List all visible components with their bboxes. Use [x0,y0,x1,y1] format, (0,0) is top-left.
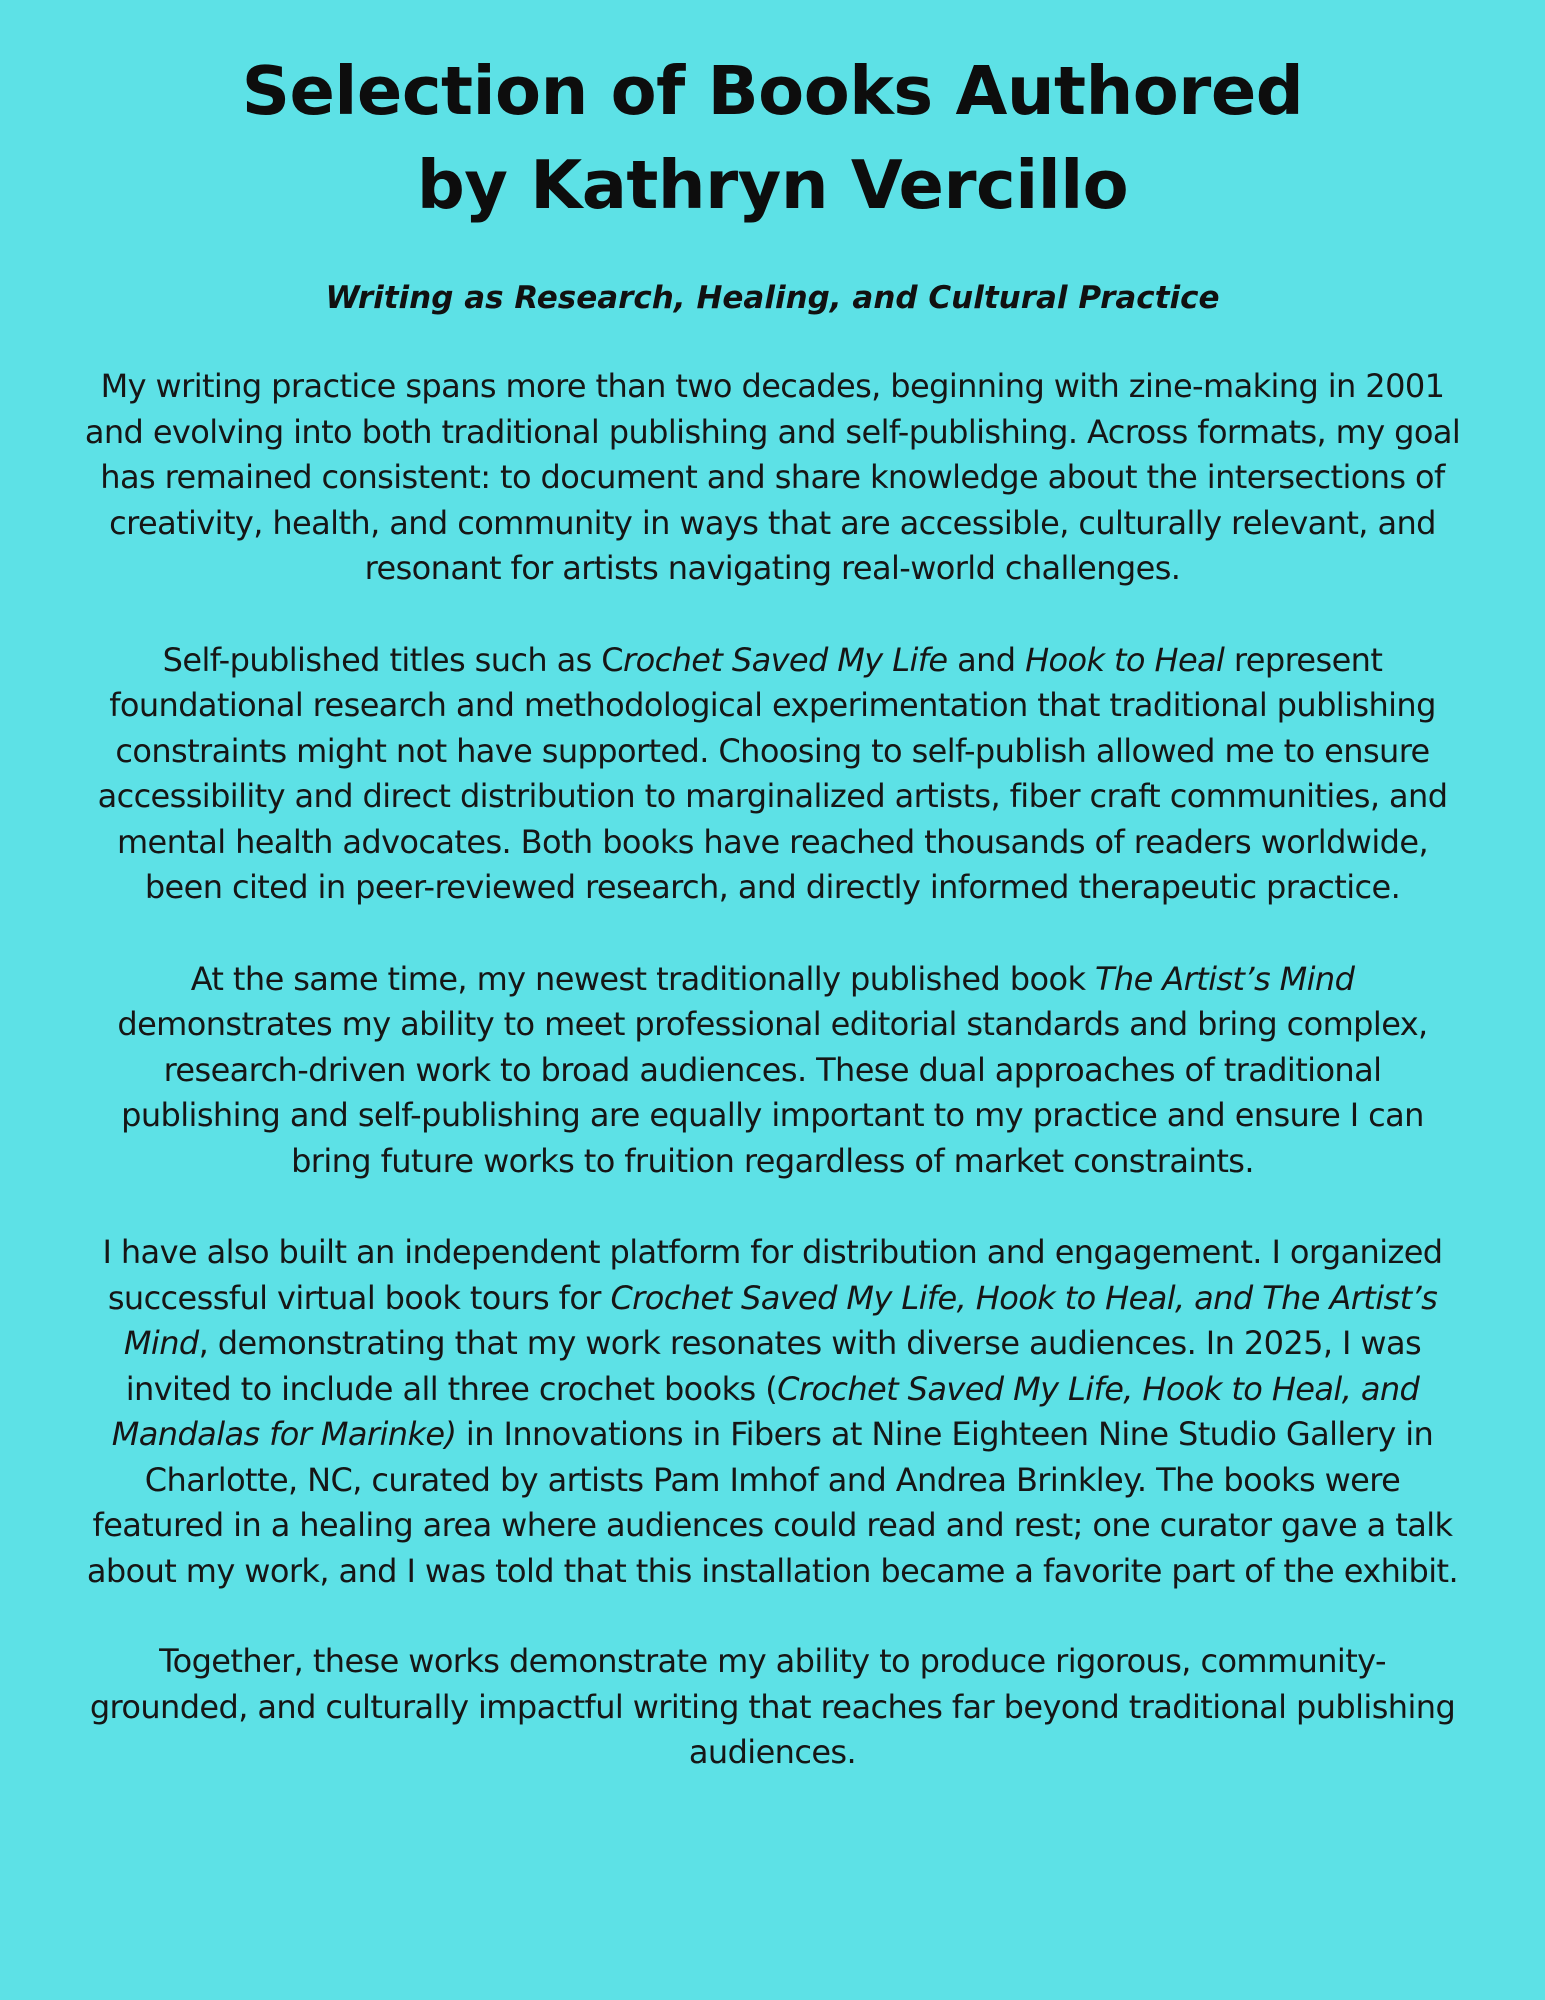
p3-title-the-artists-mind: The Artist’s Mind [1094,959,1355,998]
p3-text-a: At the same time, my newest traditionally published book [190,959,1095,998]
p4-titles-crochet-books: Crochet Saved My Life, Hook to Heal, and Mandalas for Marinke) [111,1369,1420,1453]
p4-text-c: , demonstrating that my work resonates with diverse audiences. In 2025, I was invited to include all three crochet books ( [125,1324,1422,1408]
p2-title-crochet-saved-my-life: rochet Saved My Life [623,640,948,679]
title-line-1: Selection of Books Authored [241,52,1304,130]
p4-titles-book-tours: Crochet Saved My Life, Hook to Heal, and The Artist’s Mind [123,1278,1438,1362]
page-subtitle: Writing as Research, Healing, and Cultural Practice [325,280,1220,316]
p4-text-e: in Innovations in Fibers at Nine Eighteen Nine Studio Gallery in Charlotte, NC, curated by artists Pam Imhof and Andrea Brinkley. The books were featured in a healing area where audiences could read and rest; one curator gave a talk about my work, and I was told that this installation became a favorite part of the exhibit. [86,1415,1459,1590]
title-line-2: by Kathryn Vercillo [416,146,1129,224]
p2-text-e: represent foundational research and methodological experimentation that traditional publishing constraints might not have supported. Choosing to self-publish allowed me to ensure accessibility and direct distribution to marginalized artists, fiber craft communities, and mental health advocates. Both books have reached thousands of readers worldwide, been cited in peer-reviewed research, and directly informed therapeutic practice. [97,640,1448,906]
paragraph-self-published [82,638,1463,911]
page-title [82,44,1463,232]
p2-text-c: and [947,640,1026,679]
p3-text-c: demonstrates my ability to meet professional editorial standards and bring complex, research-driven work to broad audiences. These dual approaches of traditional publishing and self-publishing are equally important to my practice and ensure I can bring future works to fruition regardless of market constraints. [117,1005,1428,1180]
p2-title-hook-to-heal: Hook to Heal [1025,640,1225,679]
p2-text-a: Self-published titles such as C [162,640,624,679]
paragraph-intro: My writing practice spans more than two decades, beginning with zine-making in 2001 and evolving into both traditional publishing and self-publishing. Across formats, my goal has remained consistent: to document and share knowledge about the intersections of creativity, health, and community in ways that are accessible, culturally relevant, and resonant for artists navigating real-world challenges. [84,367,1461,587]
paragraph-platform [82,1230,1463,1594]
paragraph-conclusion: Together, these works demonstrate my ability to produce rigorous, community-grounded, and culturally impactful writing that reaches far beyond traditional publishing audiences. [89,1642,1456,1771]
p4-text-a: I have also built an independent platform for distribution and engagement. I organized successful virtual book tours for [102,1233,1443,1317]
paragraph-traditional [82,957,1463,1185]
